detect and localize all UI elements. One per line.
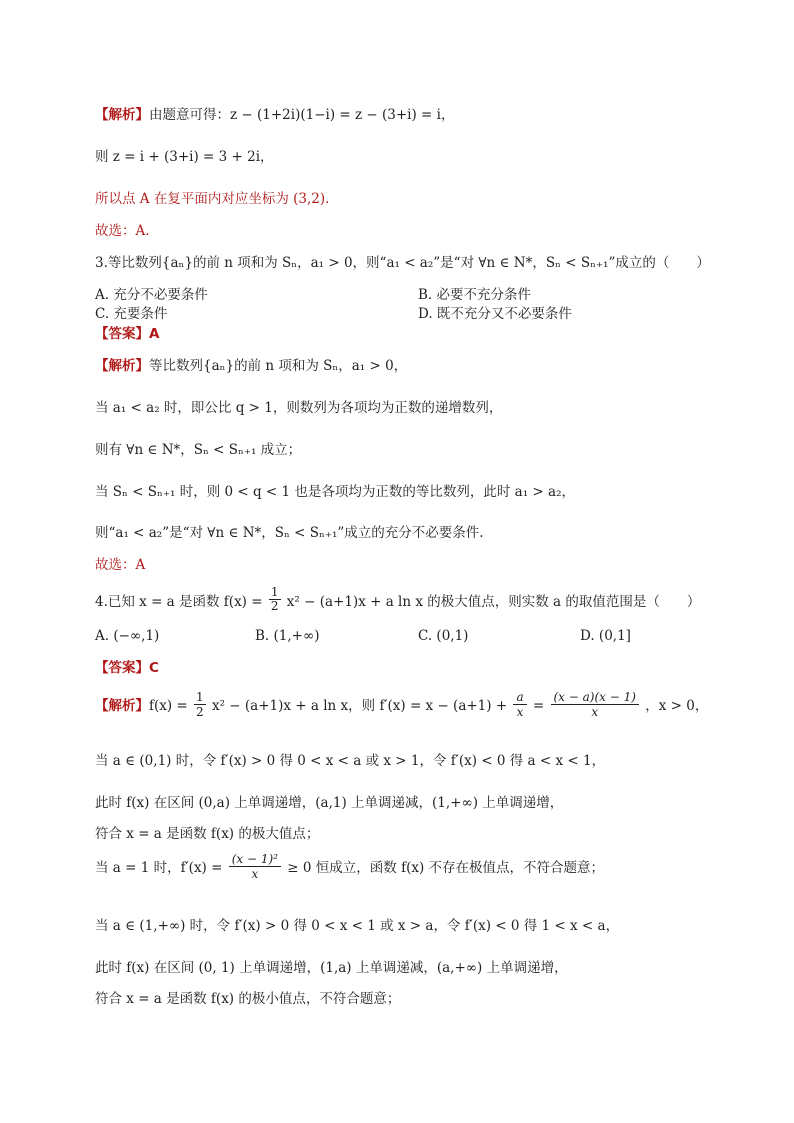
q3-analysis — [95, 357, 407, 375]
q2-analysis — [95, 106, 454, 124]
q3-step4: 则“a₁ < a₂”是“对 ∀n ∈ N*，Sₙ < Sₙ₊₁”成立的充分不必要条件. — [95, 525, 484, 541]
q4-analysis-mid: x² − (a+1)x + a ln x，则 f′(x) = x − (a+1) + — [211, 698, 508, 714]
q4-stem — [95, 586, 700, 614]
q4-option-d: D. (0,1] — [580, 628, 631, 644]
q4-analysis: 【解析】f(x) = $\frac{1}{2}$ x² − (a+1)x + a ln x，则 f′(x) = x − (a+1) + $\frac{a}{x}$ = $\frac{(x - a)(x - 1)}{x}$ ，x > 0， — [95, 690, 709, 719]
q2-step2: 所以点 A 在复平面内对应坐标为 (3,2)． — [95, 191, 339, 207]
q4-step2: 此时 f(x) 在区间 (0,a) 上单调递增，(a,1) 上单调递减，(1,+∞) 上单调递增， — [95, 795, 564, 811]
answer-tag: 【答案】 — [95, 660, 149, 676]
q4-option-b: B. (1,+∞) — [255, 628, 320, 644]
q4-option-c: C. (0,1) — [418, 628, 469, 644]
q4-step1: 当 a ∈ (0,1) 时，令 f′(x) > 0 得 0 < x < a 或 x > 1，令 f′(x) < 0 得 a < x < 1， — [95, 753, 606, 769]
analysis-tag: 【解析】 — [95, 358, 149, 374]
q3-option-d: D. 既不充分又不必要条件 — [418, 306, 572, 322]
q3-option-b: B. 必要不充分条件 — [418, 287, 532, 303]
q4-answer-value: C — [149, 660, 159, 676]
fraction-denominator: x — [251, 867, 259, 881]
q3-option-a: A. 充分不必要条件 — [95, 287, 208, 303]
q4-analysis-frac-half — [194, 690, 206, 719]
fraction-denominator: 2 — [196, 705, 204, 719]
q3-answer-value: A — [149, 326, 160, 342]
q3-step2: 则有 ∀n ∈ N*，Sₙ < Sₙ₊₁ 成立； — [95, 442, 302, 458]
q4-answer — [95, 659, 159, 677]
q4-step6: 此时 f(x) 在区间 (0, 1) 上单调递增，(1,a) 上单调递减，(a,+∞) 上单调递增， — [95, 960, 568, 976]
q4-step5: 当 a ∈ (1,+∞) 时，令 f′(x) > 0 得 0 < x < 1 或 x > a，令 f′(x) < 0 得 1 < x < a， — [95, 918, 620, 934]
q4-stem-post: x² − (a+1)x + a ln x 的极大值点，则实数 a 的取值范围是（ ） — [286, 594, 701, 610]
fraction-numerator: (x − a)(x − 1) — [551, 690, 639, 705]
q4-analysis-post: ，x > 0， — [645, 698, 709, 714]
q4-step7: 符合 x = a 是函数 f(x) 的极小值点，不符合题意； — [95, 991, 401, 1007]
q3-step1: 当 a₁ < a₂ 时，即公比 q > 1，则数列为各项均为正数的递增数列， — [95, 400, 503, 416]
fraction-numerator: a — [513, 690, 526, 705]
q3-step3: 当 Sₙ < Sₙ₊₁ 时，则 0 < q < 1 也是各项均为正数的等比数列，此时 a₁ > a₂， — [95, 484, 575, 500]
fraction-denominator: 2 — [270, 599, 279, 613]
q4-step4 — [95, 852, 604, 892]
q4-analysis-frac-a-over-x — [513, 690, 526, 719]
fraction-denominator: x — [516, 705, 524, 719]
q4-analysis-pre: f(x) = — [149, 698, 188, 714]
q4-analysis-frac-product — [551, 690, 639, 719]
q3-analysis-text: 等比数列{aₙ}的前 n 项和为 Sₙ，a₁ > 0， — [149, 358, 408, 374]
analysis-tag: 【解析】 — [95, 107, 149, 123]
q4-step4-pre: 当 a = 1 时，f′(x) = — [95, 860, 223, 876]
q3-stem: 3.等比数列{aₙ}的前 n 项和为 Sₙ，a₁ > 0，则“a₁ < a₂”是“对 ∀n ∈ N*，Sₙ < Sₙ₊₁”成立的（ ） — [95, 255, 710, 271]
q2-analysis-text: 由题意可得：z − (1+2i)(1−i) = z − (3+i) = i， — [149, 107, 455, 123]
q4-stem-fraction — [269, 586, 281, 613]
q4-step4-fraction — [229, 852, 281, 881]
answer-tag: 【答案】 — [95, 326, 149, 342]
analysis-tag: 【解析】 — [95, 698, 149, 714]
fraction-numerator: (x − 1)² — [229, 852, 281, 867]
fraction-numerator: 1 — [196, 690, 204, 704]
q4-step3: 符合 x = a 是函数 f(x) 的极大值点； — [95, 826, 320, 842]
q2-step1: 则 z = i + (3+i) = 3 + 2i， — [95, 149, 274, 165]
fraction-numerator: 1 — [270, 585, 279, 599]
q4-step4-post: ≥ 0 恒成立，函数 f(x) 不存在极值点，不符合题意； — [287, 860, 605, 876]
q3-option-c: C. 充要条件 — [95, 306, 168, 322]
fraction-denominator: x — [591, 705, 599, 719]
q3-answer — [95, 325, 159, 343]
q3-select: 故选：A — [95, 557, 146, 573]
q2-select: 故选：A. — [95, 223, 150, 239]
q4-option-a: A. (−∞,1) — [95, 628, 160, 644]
q4-stem-pre: 4.已知 x = a 是函数 f(x) = — [95, 594, 263, 610]
